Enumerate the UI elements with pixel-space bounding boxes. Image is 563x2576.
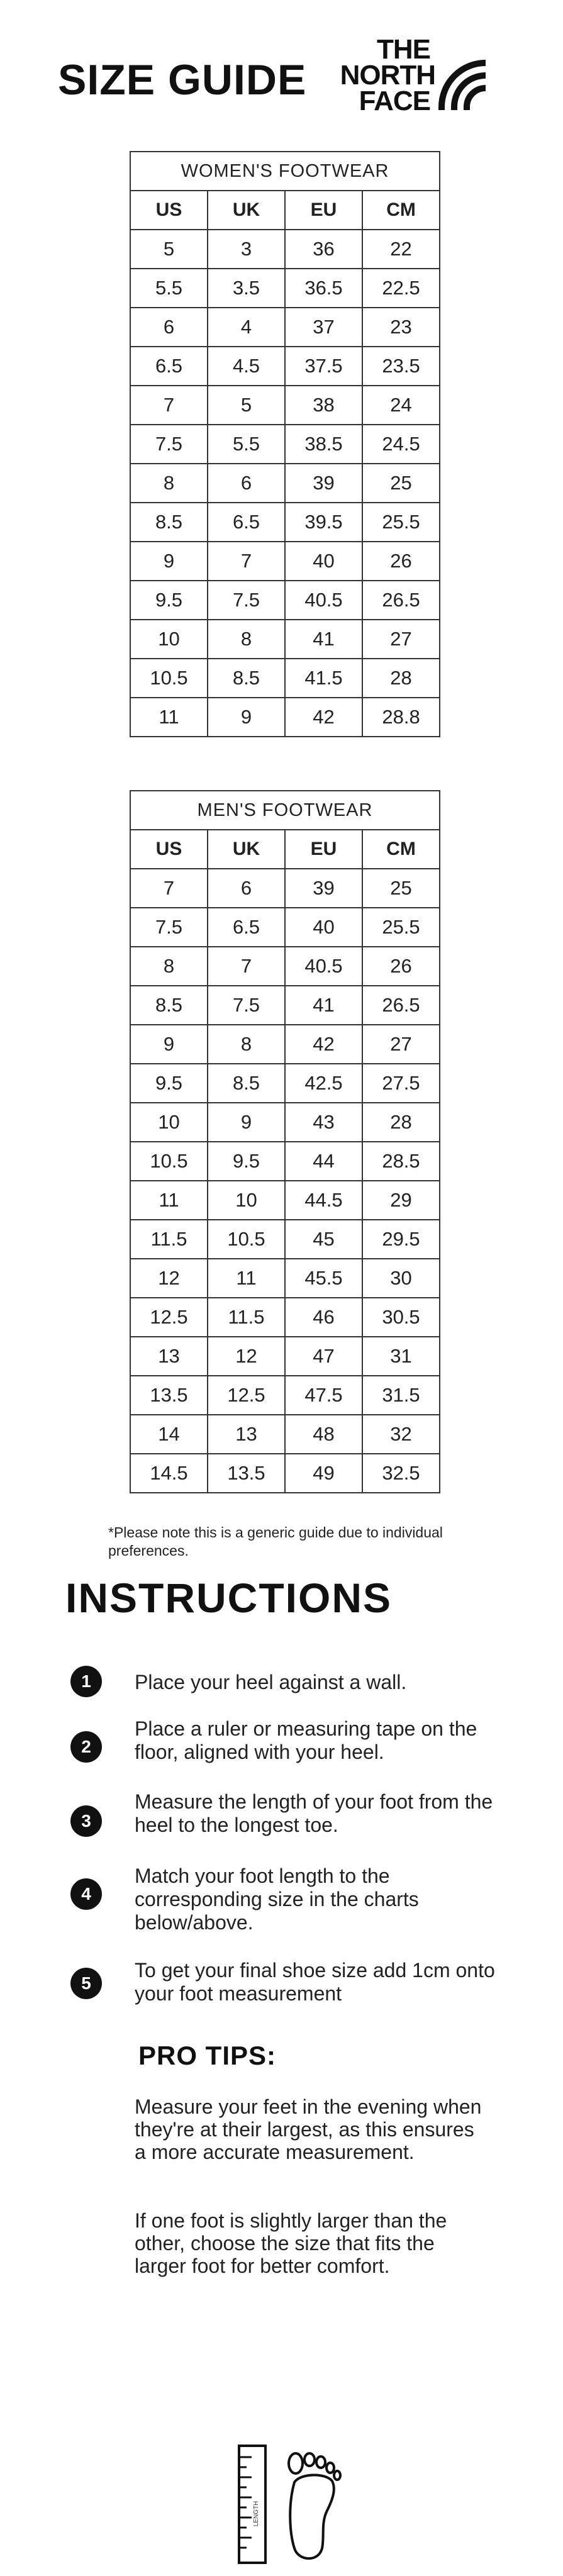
foot-icon (289, 2453, 340, 2558)
table-row (130, 1415, 440, 1454)
half-dome-logo-icon (438, 38, 489, 113)
size-cell-uk: 12.5 (208, 1376, 285, 1415)
size-cell-us: 8 (130, 947, 208, 986)
size-cell-uk: 12 (208, 1337, 285, 1376)
size-cell-us: 10.5 (130, 659, 208, 698)
size-cell-cm: 24.5 (362, 425, 440, 464)
size-cell-us: 13 (130, 1337, 208, 1376)
logo-line-3: FACE (359, 86, 430, 116)
size-cell-cm: 31 (362, 1337, 440, 1376)
size-cell-eu: 40.5 (285, 581, 362, 620)
size-cell-us: 6 (130, 308, 208, 347)
table-row (130, 1181, 440, 1220)
table-row (130, 308, 440, 347)
size-cell-uk: 13.5 (208, 1454, 285, 1493)
size-cell-uk: 4.5 (208, 347, 285, 386)
column-header-eu: EU (285, 830, 362, 869)
size-cell-eu: 36.5 (285, 269, 362, 308)
size-cell-eu: 49 (285, 1454, 362, 1493)
table-row (130, 464, 440, 503)
size-cell-uk: 11.5 (208, 1298, 285, 1337)
size-cell-us: 10 (130, 1103, 208, 1142)
size-cell-uk: 6.5 (208, 908, 285, 947)
size-cell-cm: 28 (362, 1103, 440, 1142)
table-row (130, 503, 440, 542)
step-number-3-icon: 3 (70, 1805, 102, 1837)
size-cell-cm: 29 (362, 1181, 440, 1220)
size-cell-cm: 22 (362, 230, 440, 269)
size-cell-eu: 44 (285, 1142, 362, 1181)
size-cell-eu: 38 (285, 386, 362, 425)
table-row (130, 1220, 440, 1259)
size-cell-us: 7 (130, 386, 208, 425)
size-cell-cm: 23.5 (362, 347, 440, 386)
size-cell-eu: 39 (285, 464, 362, 503)
table-row (130, 1298, 440, 1337)
logo-wordmark (332, 36, 435, 114)
foot-measurement-illustration (238, 2445, 376, 2564)
table-row (130, 1025, 440, 1064)
size-cell-uk: 5 (208, 386, 285, 425)
size-cell-uk: 10 (208, 1181, 285, 1220)
table-row (130, 698, 440, 737)
step-number-1-icon: 1 (70, 1666, 102, 1697)
size-cell-cm: 29.5 (362, 1220, 440, 1259)
column-header-uk: UK (208, 830, 285, 869)
size-cell-uk: 8.5 (208, 1064, 285, 1103)
table-row (130, 1064, 440, 1103)
step-text: Match your foot length to the corresponding size in the charts below/above. (135, 1865, 419, 1934)
size-cell-us: 7 (130, 869, 208, 908)
table-row (130, 542, 440, 581)
size-cell-uk: 3.5 (208, 269, 285, 308)
instructions-heading: INSTRUCTIONS (65, 1575, 392, 1621)
size-cell-uk: 11 (208, 1259, 285, 1298)
pro-tip-2: If one foot is slightly larger than the other, choose the size that fits the larger foot for better comfort. (135, 2209, 447, 2277)
size-cell-uk: 3 (208, 230, 285, 269)
size-cell-eu: 42 (285, 1025, 362, 1064)
size-cell-cm: 22.5 (362, 269, 440, 308)
size-cell-uk: 7 (208, 542, 285, 581)
size-cell-cm: 25.5 (362, 908, 440, 947)
size-cell-eu: 36 (285, 230, 362, 269)
step-text: To get your final shoe size add 1cm onto your foot measurement (135, 1959, 495, 2005)
size-cell-eu: 48 (285, 1415, 362, 1454)
column-header-cm: CM (362, 191, 440, 230)
size-cell-eu: 47 (285, 1337, 362, 1376)
size-cell-cm: 32 (362, 1415, 440, 1454)
size-cell-uk: 5.5 (208, 425, 285, 464)
size-cell-us: 6.5 (130, 347, 208, 386)
size-cell-uk: 6.5 (208, 503, 285, 542)
size-cell-eu: 42 (285, 698, 362, 737)
size-cell-us: 9.5 (130, 1064, 208, 1103)
size-cell-eu: 41.5 (285, 659, 362, 698)
step-text: Measure the length of your foot from the heel to the longest toe. (135, 1790, 493, 1836)
disclaimer-note: *Please note this is a generic guide due to individual preferences. (108, 1524, 443, 1559)
table-row (130, 986, 440, 1025)
size-cell-eu: 40 (285, 542, 362, 581)
table-row (130, 386, 440, 425)
step-number-4-icon: 4 (70, 1878, 102, 1910)
size-cell-cm: 28 (362, 659, 440, 698)
size-cell-eu: 41 (285, 620, 362, 659)
size-cell-eu: 40.5 (285, 947, 362, 986)
table-row (130, 1259, 440, 1298)
size-cell-eu: 37.5 (285, 347, 362, 386)
page-title: SIZE GUIDE (58, 56, 307, 104)
womens-size-table (130, 151, 440, 737)
size-cell-us: 9 (130, 1025, 208, 1064)
table-row (130, 230, 440, 269)
size-cell-cm: 26 (362, 542, 440, 581)
size-cell-cm: 26.5 (362, 581, 440, 620)
size-cell-cm: 28.8 (362, 698, 440, 737)
size-cell-us: 5.5 (130, 269, 208, 308)
size-cell-us: 13.5 (130, 1376, 208, 1415)
size-cell-eu: 39.5 (285, 503, 362, 542)
size-cell-cm: 32.5 (362, 1454, 440, 1493)
logo-line-2: NORTH (340, 60, 435, 91)
size-cell-us: 12.5 (130, 1298, 208, 1337)
size-cell-us: 9 (130, 542, 208, 581)
size-cell-us: 7.5 (130, 908, 208, 947)
size-cell-eu: 44.5 (285, 1181, 362, 1220)
size-cell-eu: 42.5 (285, 1064, 362, 1103)
size-cell-cm: 25.5 (362, 503, 440, 542)
table-row (130, 1454, 440, 1493)
size-cell-cm: 25 (362, 464, 440, 503)
size-cell-cm: 25 (362, 869, 440, 908)
table-row (130, 947, 440, 986)
table-caption: WOMEN'S FOOTWEAR (130, 152, 440, 191)
size-cell-cm: 24 (362, 386, 440, 425)
size-cell-eu: 39 (285, 869, 362, 908)
column-header-eu: EU (285, 191, 362, 230)
size-cell-uk: 8 (208, 1025, 285, 1064)
size-cell-uk: 13 (208, 1415, 285, 1454)
table-row (130, 425, 440, 464)
size-cell-us: 5 (130, 230, 208, 269)
size-cell-eu: 41 (285, 986, 362, 1025)
size-cell-cm: 26 (362, 947, 440, 986)
size-cell-us: 11 (130, 1181, 208, 1220)
table-row (130, 1142, 440, 1181)
step-number-2-icon: 2 (70, 1731, 102, 1763)
size-cell-us: 14 (130, 1415, 208, 1454)
table-row (130, 908, 440, 947)
size-cell-uk: 6 (208, 464, 285, 503)
table-row (130, 1376, 440, 1415)
size-cell-cm: 27 (362, 1025, 440, 1064)
table-row (130, 1103, 440, 1142)
size-cell-cm: 23 (362, 308, 440, 347)
size-cell-us: 14.5 (130, 1454, 208, 1493)
size-cell-us: 8 (130, 464, 208, 503)
size-cell-eu: 37 (285, 308, 362, 347)
size-cell-eu: 45 (285, 1220, 362, 1259)
size-cell-uk: 9 (208, 698, 285, 737)
logo-line-1: THE (377, 34, 430, 65)
size-cell-cm: 31.5 (362, 1376, 440, 1415)
size-cell-us: 8.5 (130, 986, 208, 1025)
size-cell-us: 7.5 (130, 425, 208, 464)
size-cell-eu: 38.5 (285, 425, 362, 464)
size-cell-us: 8.5 (130, 503, 208, 542)
column-header-cm: CM (362, 830, 440, 869)
size-cell-cm: 30 (362, 1259, 440, 1298)
size-cell-eu: 45.5 (285, 1259, 362, 1298)
size-cell-us: 10.5 (130, 1142, 208, 1181)
ruler-label: LENGTH (253, 2501, 260, 2527)
table-row (130, 659, 440, 698)
size-cell-us: 11 (130, 698, 208, 737)
brand-logo (332, 34, 490, 116)
column-header-uk: UK (208, 191, 285, 230)
table-row (130, 347, 440, 386)
size-cell-uk: 10.5 (208, 1220, 285, 1259)
size-cell-uk: 6 (208, 869, 285, 908)
ruler-icon (239, 2446, 265, 2563)
size-cell-us: 12 (130, 1259, 208, 1298)
size-cell-uk: 9 (208, 1103, 285, 1142)
size-cell-cm: 28.5 (362, 1142, 440, 1181)
column-header-us: US (130, 191, 208, 230)
size-cell-uk: 7.5 (208, 986, 285, 1025)
pro-tip-1: Measure your feet in the evening when they're at their largest, as this ensures a more accurate measurement. (135, 2095, 482, 2163)
step-text: Place your heel against a wall. (135, 1671, 407, 1693)
mens-size-table (130, 790, 440, 1493)
size-cell-us: 9.5 (130, 581, 208, 620)
size-cell-eu: 47.5 (285, 1376, 362, 1415)
size-cell-cm: 27 (362, 620, 440, 659)
table-row (130, 269, 440, 308)
step-number-5-icon: 5 (70, 1968, 102, 1999)
size-cell-uk: 8 (208, 620, 285, 659)
size-cell-uk: 7.5 (208, 581, 285, 620)
table-row (130, 620, 440, 659)
size-cell-uk: 9.5 (208, 1142, 285, 1181)
size-cell-eu: 43 (285, 1103, 362, 1142)
size-cell-us: 10 (130, 620, 208, 659)
table-row (130, 581, 440, 620)
size-cell-us: 11.5 (130, 1220, 208, 1259)
size-cell-cm: 30.5 (362, 1298, 440, 1337)
size-cell-cm: 27.5 (362, 1064, 440, 1103)
size-cell-cm: 26.5 (362, 986, 440, 1025)
table-row (130, 869, 440, 908)
size-cell-uk: 4 (208, 308, 285, 347)
size-cell-uk: 8.5 (208, 659, 285, 698)
column-header-us: US (130, 830, 208, 869)
size-cell-eu: 46 (285, 1298, 362, 1337)
size-cell-uk: 7 (208, 947, 285, 986)
size-cell-eu: 40 (285, 908, 362, 947)
table-row (130, 1337, 440, 1376)
step-text: Place a ruler or measuring tape on the floor, aligned with your heel. (135, 1717, 477, 1763)
pro-tips-heading: PRO TIPS: (138, 2041, 277, 2070)
table-caption: MEN'S FOOTWEAR (130, 791, 440, 830)
